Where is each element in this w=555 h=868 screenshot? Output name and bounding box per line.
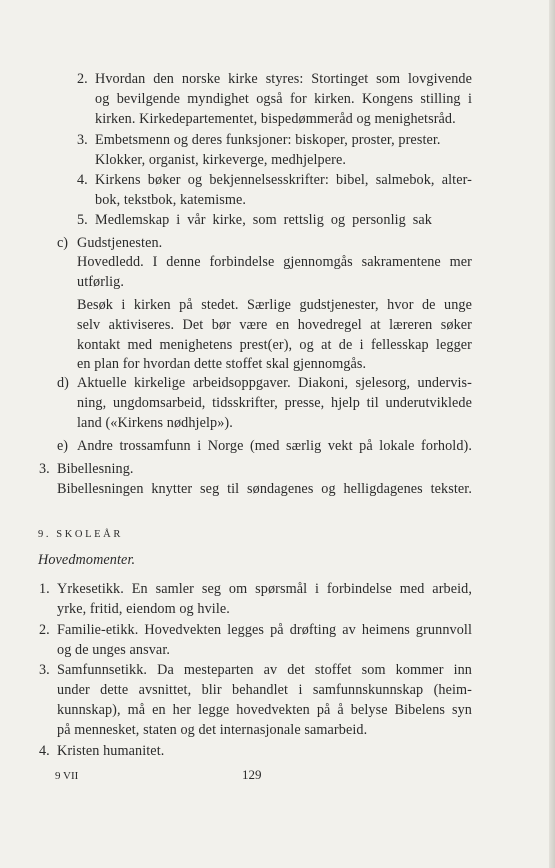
section-heading: Gudstjenesten. [77, 235, 163, 251]
section-label: d) [57, 375, 69, 391]
signature-mark: 9 VII [55, 770, 79, 782]
section-label: e) [57, 438, 69, 454]
text-line: bok, tekstbok, katemisme. [95, 192, 247, 208]
list-number: 3. [39, 662, 50, 678]
text-line: land («Kirkens nødhjelp»). [77, 415, 233, 431]
text-line: Hovedledd. I denne forbindelse gjennomgås sakramentene mer [77, 254, 472, 270]
list-number: 3. [39, 461, 50, 477]
text-line: Bibellesningen knytter seg til søndagenes og helligdagenes tekster. [57, 481, 472, 497]
text-line: yrke, fritid, eiendom og hvile. [57, 601, 230, 617]
text-line: kontakt med menighetens prest(er), og at de i fellesskap legger [77, 337, 472, 353]
text-line: Andre trossamfunn i Norge (med særlig vekt på lokale forhold). [77, 438, 472, 454]
text-line: Hvordan den norske kirke styres: Stortinget som lovgivende [95, 71, 472, 87]
text-line: ning, ungdomsarbeid, tidsskrifter, presse, hjelp til underutviklede [77, 395, 472, 411]
list-number: 4. [77, 172, 88, 188]
text-line: Familie-etikk. Hovedvekten legges på drøfting av heimens grunnvoll [57, 622, 472, 638]
text-line: kunnskap), må en her legge hovedvekten på å belyse Bibelens syn [57, 702, 472, 718]
text-line: Kirkens bøker og bekjennelsesskrifter: bibel, salmebok, alter- [95, 172, 472, 188]
text-line: Embetsmenn og deres funksjoner: biskoper, proster, prester. [95, 132, 441, 148]
text-line: Aktuelle kirkelige arbeidsoppgaver. Diakoni, sjelesorg, undervis- [77, 375, 472, 391]
section-label: c) [57, 235, 69, 251]
text-line: og de unges ansvar. [57, 642, 171, 658]
text-line: Medlemskap i vår kirke, som rettslig og personlig sak [95, 212, 432, 228]
list-number: 1. [39, 581, 50, 597]
text-line: og bevilgende myndighet også for kirken. Kongens stilling i [95, 91, 472, 107]
text-line: på mennesket, staten og det internasjonale samarbeid. [57, 722, 368, 738]
text-line: utførlig. [77, 274, 125, 290]
text-line: under dette avsnittet, blir behandlet i samfunnskunnskap (heim- [57, 682, 472, 698]
page-edge [549, 0, 555, 868]
text-line: selv aktiviseres. Det bør være en hovedregel at læreren søker [77, 317, 472, 333]
page-number: 129 [242, 767, 262, 782]
list-number: 2. [77, 71, 88, 87]
list-number: 5. [77, 212, 88, 228]
chapter-title: 9. SKOLEÅR [38, 529, 123, 540]
text-line: Besøk i kirken på stedet. Særlige gudstjenester, hvor de unge [77, 297, 472, 313]
text-line: Kristen humanitet. [57, 743, 165, 759]
list-number: 3. [77, 132, 88, 148]
text-line: en plan for hvordan dette stoffet skal gjennomgås. [77, 356, 367, 372]
list-number: 2. [39, 622, 50, 638]
text-line: Klokker, organist, kirkeverge, medhjelpere. [95, 152, 347, 168]
subheading: Hovedmomenter. [38, 552, 136, 568]
text-line: Yrkesetikk. En samler seg om spørsmål i forbindelse med arbeid, [57, 581, 472, 597]
text-line: Bibellesning. [57, 461, 134, 477]
text-line: kirken. Kirkedepartementet, bispedømmeråd og menighetsråd. [95, 111, 456, 127]
text-line: Samfunnsetikk. Da mesteparten av det stoffet som kommer inn [57, 662, 472, 678]
list-number: 4. [39, 743, 50, 759]
